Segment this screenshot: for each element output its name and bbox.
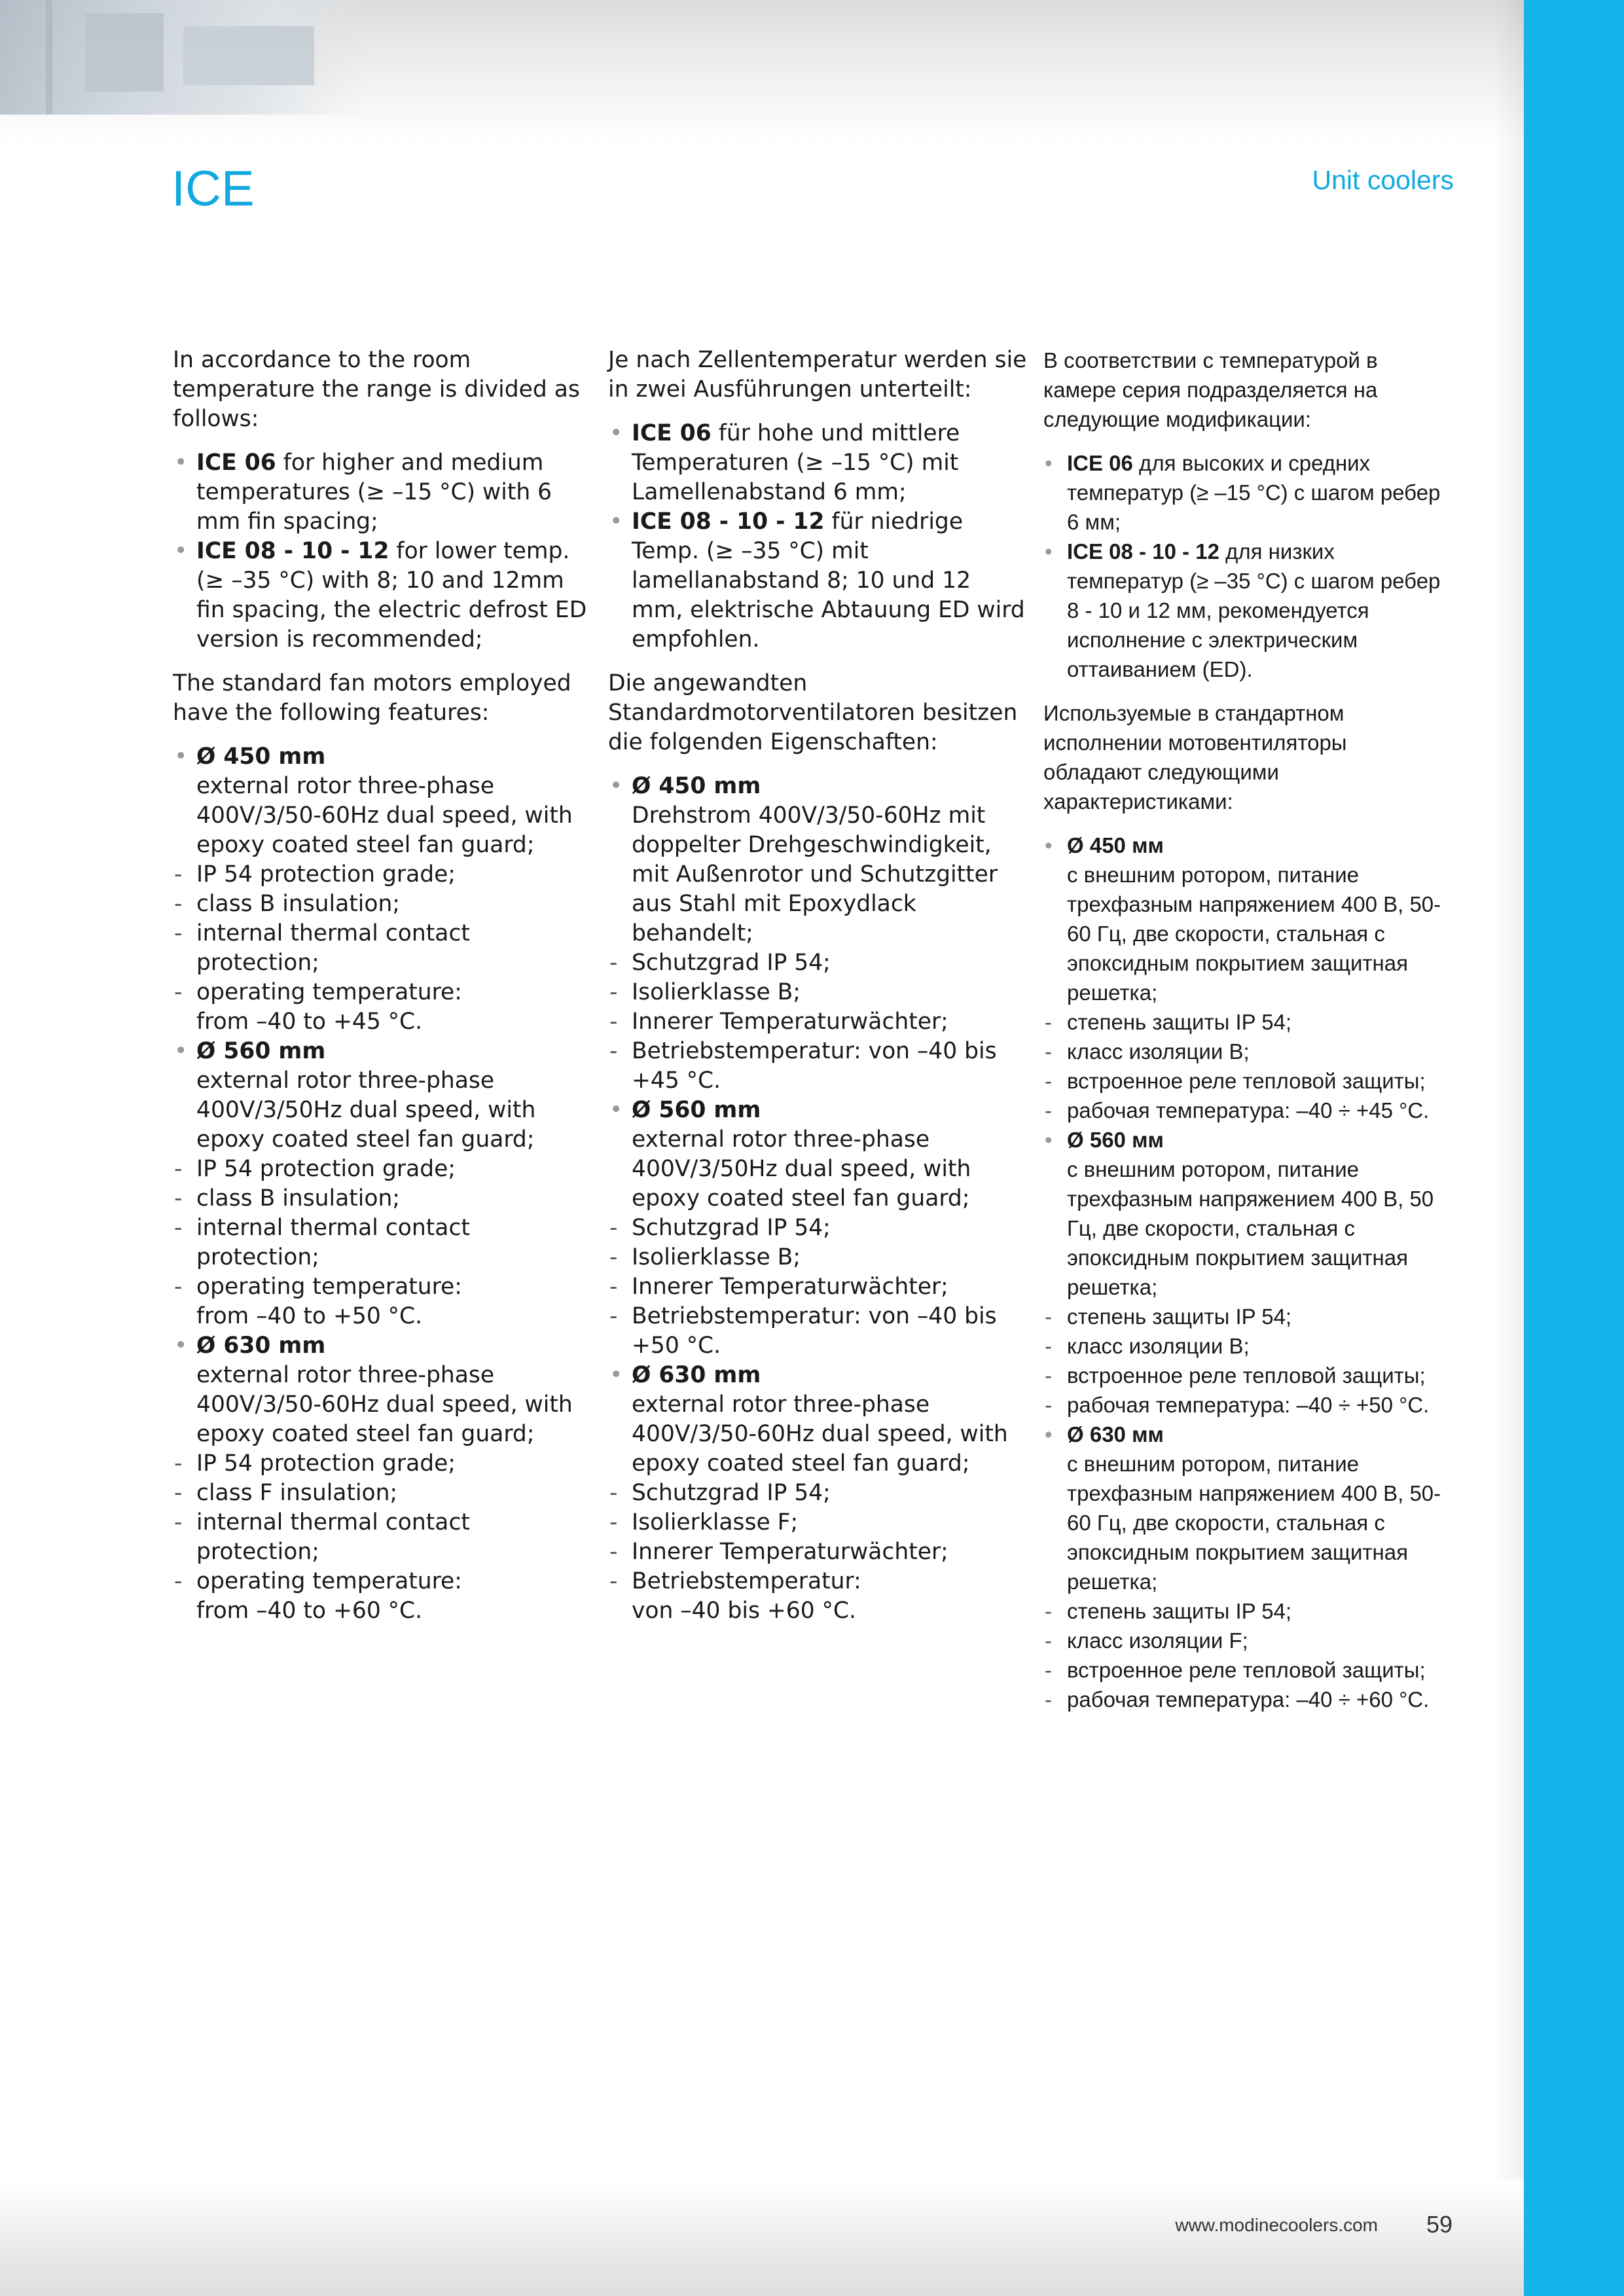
spec-item: - встроенное реле тепловой защиты;: [1043, 1655, 1449, 1685]
fan-item: • Ø 630 mm external rotor three-phase 400V/3/50-60Hz dual speed, with epoxy coated steel fan guard;: [173, 1331, 592, 1449]
spec-item: - степень защиты IP 54;: [1043, 1302, 1449, 1331]
fan-item: • Ø 560 мм с внешним ротором, питание трехфазным напряжением 400 В, 50 Гц, две скорости, стальная с эпоксидным покрытием защитная решетка;: [1043, 1125, 1449, 1302]
page-title: ICE: [171, 161, 255, 217]
intro-text: В соответствии с температурой в камере серия подразделяется на следующие модификации:: [1043, 348, 1378, 431]
list-item: • ICE 06 for higher and medium temperatures (≥ –15 °C) with 6 mm fin spacing;: [173, 448, 592, 537]
intro-text: In accordance to the room temperature the range is divided as follows:: [173, 347, 580, 432]
spec-item: - рабочая температура: –40 ÷ +45 °C.: [1043, 1096, 1449, 1125]
spec-item: - Schutzgrad IP 54;: [608, 1213, 1027, 1243]
spec-item: - IP 54 protection grade;: [173, 1449, 592, 1479]
list-item: • ICE 06 für hohe und mittlere Temperaturen (≥ –15 °C) mit Lamellenabstand 6 mm;: [608, 419, 1027, 507]
spec-item: - operating temperature: from –40 to +60 °C.: [173, 1567, 592, 1626]
spec-item: - класс изоляции F;: [1043, 1626, 1449, 1655]
column-russian: [1043, 346, 1449, 1729]
spec-item: - рабочая температура: –40 ÷ +60 °C.: [1043, 1685, 1449, 1714]
spec-item: - встроенное реле тепловой защиты;: [1043, 1361, 1449, 1390]
footer-url[interactable]: www.modinecoolers.com: [1175, 2215, 1378, 2235]
side-accent-bar: [1524, 0, 1624, 2296]
spec-item: - Betriebstemperatur: von –40 bis +45 °C.: [608, 1037, 1027, 1096]
fan-list: [173, 742, 592, 1626]
spec-item: - IP 54 protection grade;: [173, 1155, 592, 1184]
list-item: • ICE 08 - 10 - 12 for lower temp. (≥ –35 °C) with 8; 10 and 12mm fin spacing, the electric defrost ED version is recommended;: [173, 537, 592, 655]
column-english: [173, 346, 592, 1640]
spec-item: - operating temperature: from –40 to +45 °C.: [173, 978, 592, 1037]
spec-item: - internal thermal contact protection;: [173, 919, 592, 978]
model-list: [1043, 448, 1449, 684]
spec-item: - class B insulation;: [173, 1184, 592, 1213]
motors-intro: Используемые в стандартном исполнении мотовентиляторы обладают следующими характеристиками:: [1043, 701, 1347, 814]
section-label: Unit coolers: [1312, 165, 1454, 195]
fan-item: • Ø 630 mm external rotor three-phase 400V/3/50-60Hz dual speed, with epoxy coated steel fan guard;: [608, 1361, 1027, 1479]
spec-item: - класс изоляции B;: [1043, 1331, 1449, 1361]
spec-item: - Isolierklasse B;: [608, 1243, 1027, 1272]
spec-item: - Innerer Temperaturwächter;: [608, 1272, 1027, 1302]
fan-item: • Ø 560 mm external rotor three-phase 400V/3/50Hz dual speed, with epoxy coated steel fan guard;: [608, 1096, 1027, 1213]
column-german: [608, 346, 1027, 1640]
fan-list: [608, 772, 1027, 1626]
spec-item: - internal thermal contact protection;: [173, 1213, 592, 1272]
motors-intro: The standard fan motors employed have the following features:: [173, 670, 571, 726]
spec-item: - Isolierklasse F;: [608, 1508, 1027, 1537]
motors-intro: Die angewandten Standardmotorventilatoren besitzen die folgenden Eigenschaften:: [608, 670, 1018, 755]
list-item: • ICE 06 для высоких и средних температур (≥ –15 °C) с шагом ребер 6 мм;: [1043, 448, 1449, 537]
spec-item: - IP 54 protection grade;: [173, 860, 592, 889]
spec-item: - internal thermal contact protection;: [173, 1508, 592, 1567]
list-item: • ICE 08 - 10 - 12 für niedrige Temp. (≥ –35 °C) mit lamellanabstand 8; 10 und 12 mm, elektrische Abtauung ED wird empfohlen.: [608, 507, 1027, 655]
spec-item: - operating temperature: from –40 to +50 °C.: [173, 1272, 592, 1331]
fan-item: • Ø 450 мм с внешним ротором, питание трехфазным напряжением 400 В, 50-60 Гц, две скорости, стальная с эпоксидным покрытием защитная решетка;: [1043, 831, 1449, 1007]
header-photo: [0, 0, 363, 115]
spec-item: - степень защиты IP 54;: [1043, 1007, 1449, 1037]
spec-item: - степень защиты IP 54;: [1043, 1596, 1449, 1626]
fan-item: • Ø 450 mm external rotor three-phase 400V/3/50-60Hz dual speed, with epoxy coated steel fan guard;: [173, 742, 592, 860]
fan-item: • Ø 560 mm external rotor three-phase 400V/3/50Hz dual speed, with epoxy coated steel fan guard;: [173, 1037, 592, 1155]
model-list: [608, 419, 1027, 655]
intro-text: Je nach Zellentemperatur werden sie in zwei Ausführungen unterteilt:: [608, 347, 1027, 403]
spec-item: - Isolierklasse B;: [608, 978, 1027, 1007]
spec-item: - Betriebstemperatur: von –40 bis +60 °C.: [608, 1567, 1027, 1626]
spec-item: - встроенное реле тепловой защиты;: [1043, 1066, 1449, 1096]
fan-item: • Ø 630 мм с внешним ротором, питание трехфазным напряжением 400 В, 50-60 Гц, две скорости, стальная с эпоксидным покрытием защитная решетка;: [1043, 1420, 1449, 1596]
spec-item: - class F insulation;: [173, 1479, 592, 1508]
list-item: • ICE 08 - 10 - 12 для низких температур (≥ –35 °C) с шагом ребер 8 - 10 и 12 мм, рекомендуется исполнение с электрическим оттаиванием (ED).: [1043, 537, 1449, 684]
page-number: 59: [1426, 2211, 1453, 2238]
model-list: [173, 448, 592, 655]
spec-item: - рабочая температура: –40 ÷ +50 °C.: [1043, 1390, 1449, 1420]
spec-item: - Innerer Temperaturwächter;: [608, 1537, 1027, 1567]
spec-item: - класс изоляции B;: [1043, 1037, 1449, 1066]
spec-item: - class B insulation;: [173, 889, 592, 919]
spec-item: - Innerer Temperaturwächter;: [608, 1007, 1027, 1037]
spec-item: - Schutzgrad IP 54;: [608, 1479, 1027, 1508]
spec-item: - Schutzgrad IP 54;: [608, 948, 1027, 978]
spec-item: - Betriebstemperatur: von –40 bis +50 °C.: [608, 1302, 1027, 1361]
fan-item: • Ø 450 mm Drehstrom 400V/3/50-60Hz mit doppelter Drehgeschwindigkeit, mit Außenrotor und Schutzgitter aus Stahl mit Epoxydlack behandelt;: [608, 772, 1027, 948]
fan-list: [1043, 831, 1449, 1714]
footer-band: [0, 2179, 1524, 2296]
